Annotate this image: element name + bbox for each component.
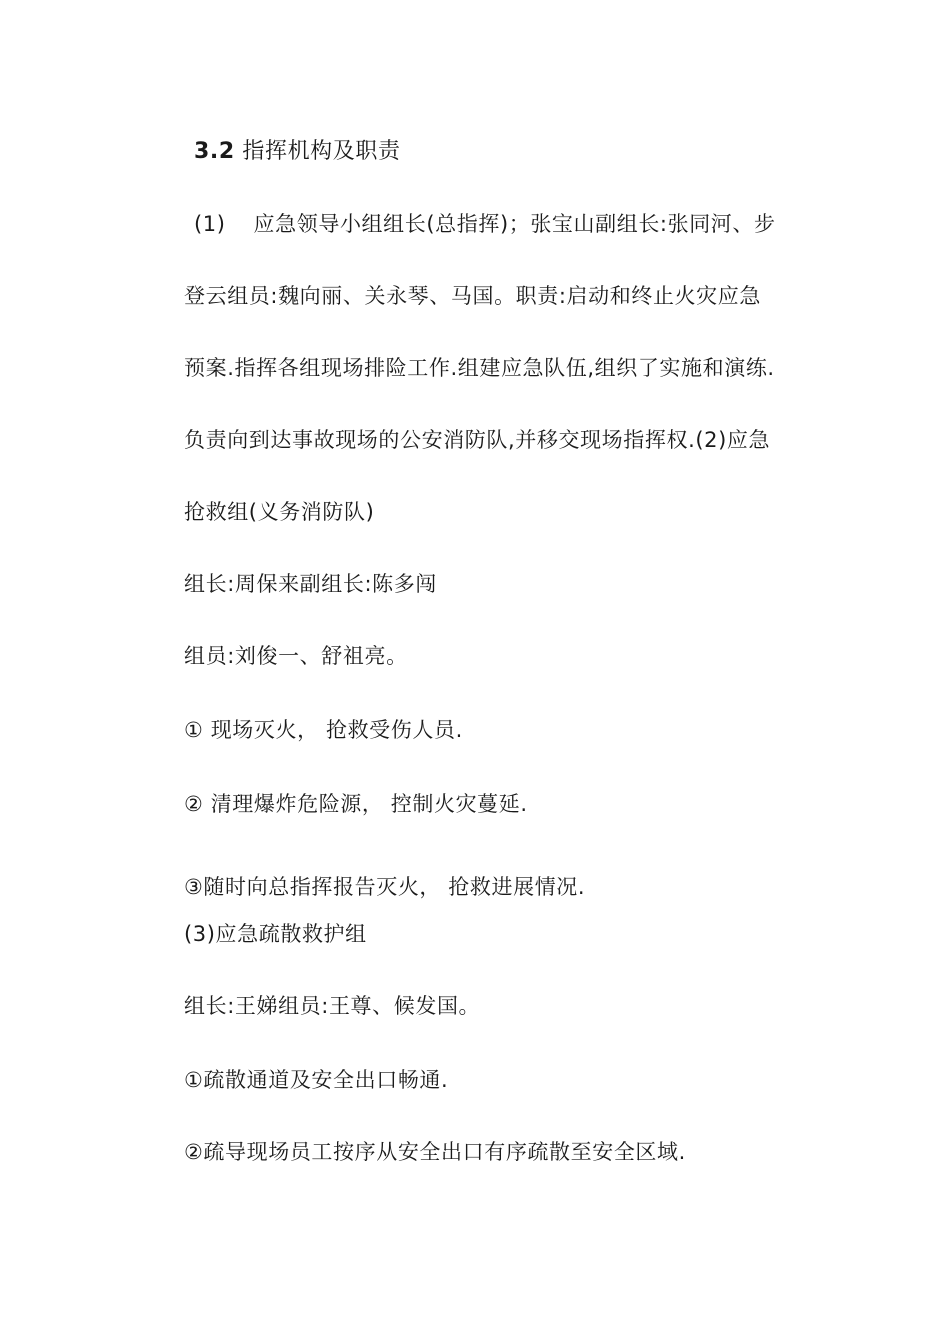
rescue-group-members: 组员:刘俊一、舒祖亮。 — [184, 644, 408, 668]
section-title: 指挥机构及职责 — [242, 139, 401, 164]
paragraph-line: 负责向到达事故现场的公安消防队,并移交现场指挥权.(2)应急 — [184, 428, 771, 452]
rescue-duty-item: ② 清理爆炸危险源， 控制火灾蔓延. — [184, 792, 528, 816]
paragraph-line: 预案.指挥各组现场排险工作.组建应急队伍,组织了实施和演练. — [184, 356, 775, 380]
paragraph-marker: (1) — [194, 212, 226, 236]
rescue-duty-item: ③随时向总指挥报告灭火， 抢救进展情况. — [184, 875, 586, 899]
evacuation-duty-item: ②疏导现场员工按序从安全出口有序疏散至安全区域. — [184, 1140, 686, 1164]
rescue-group-leaders: 组长:周保来副组长:陈多闯 — [184, 572, 437, 596]
paragraph-text: 应急领导小组组长(总指挥)；张宝山副组长:张同河、步 — [253, 212, 776, 236]
paragraph-line — [194, 210, 776, 238]
evacuation-duty-item: ①疏散通道及安全出口畅通. — [184, 1068, 449, 1092]
rescue-duty-item: ① 现场灭火， 抢救受伤人员. — [184, 718, 463, 742]
paragraph-line: 抢救组(义务消防队) — [184, 500, 375, 524]
evacuation-group-title: (3)应急疏散救护组 — [184, 922, 367, 946]
paragraph-line: 登云组员:魏向丽、关永琴、马国。职责:启动和终止火灾应急 — [184, 284, 761, 308]
section-heading — [194, 138, 401, 166]
evacuation-group-leaders: 组长:王娣组员:王尊、候发国。 — [184, 994, 481, 1018]
section-number: 3.2 — [194, 139, 235, 164]
